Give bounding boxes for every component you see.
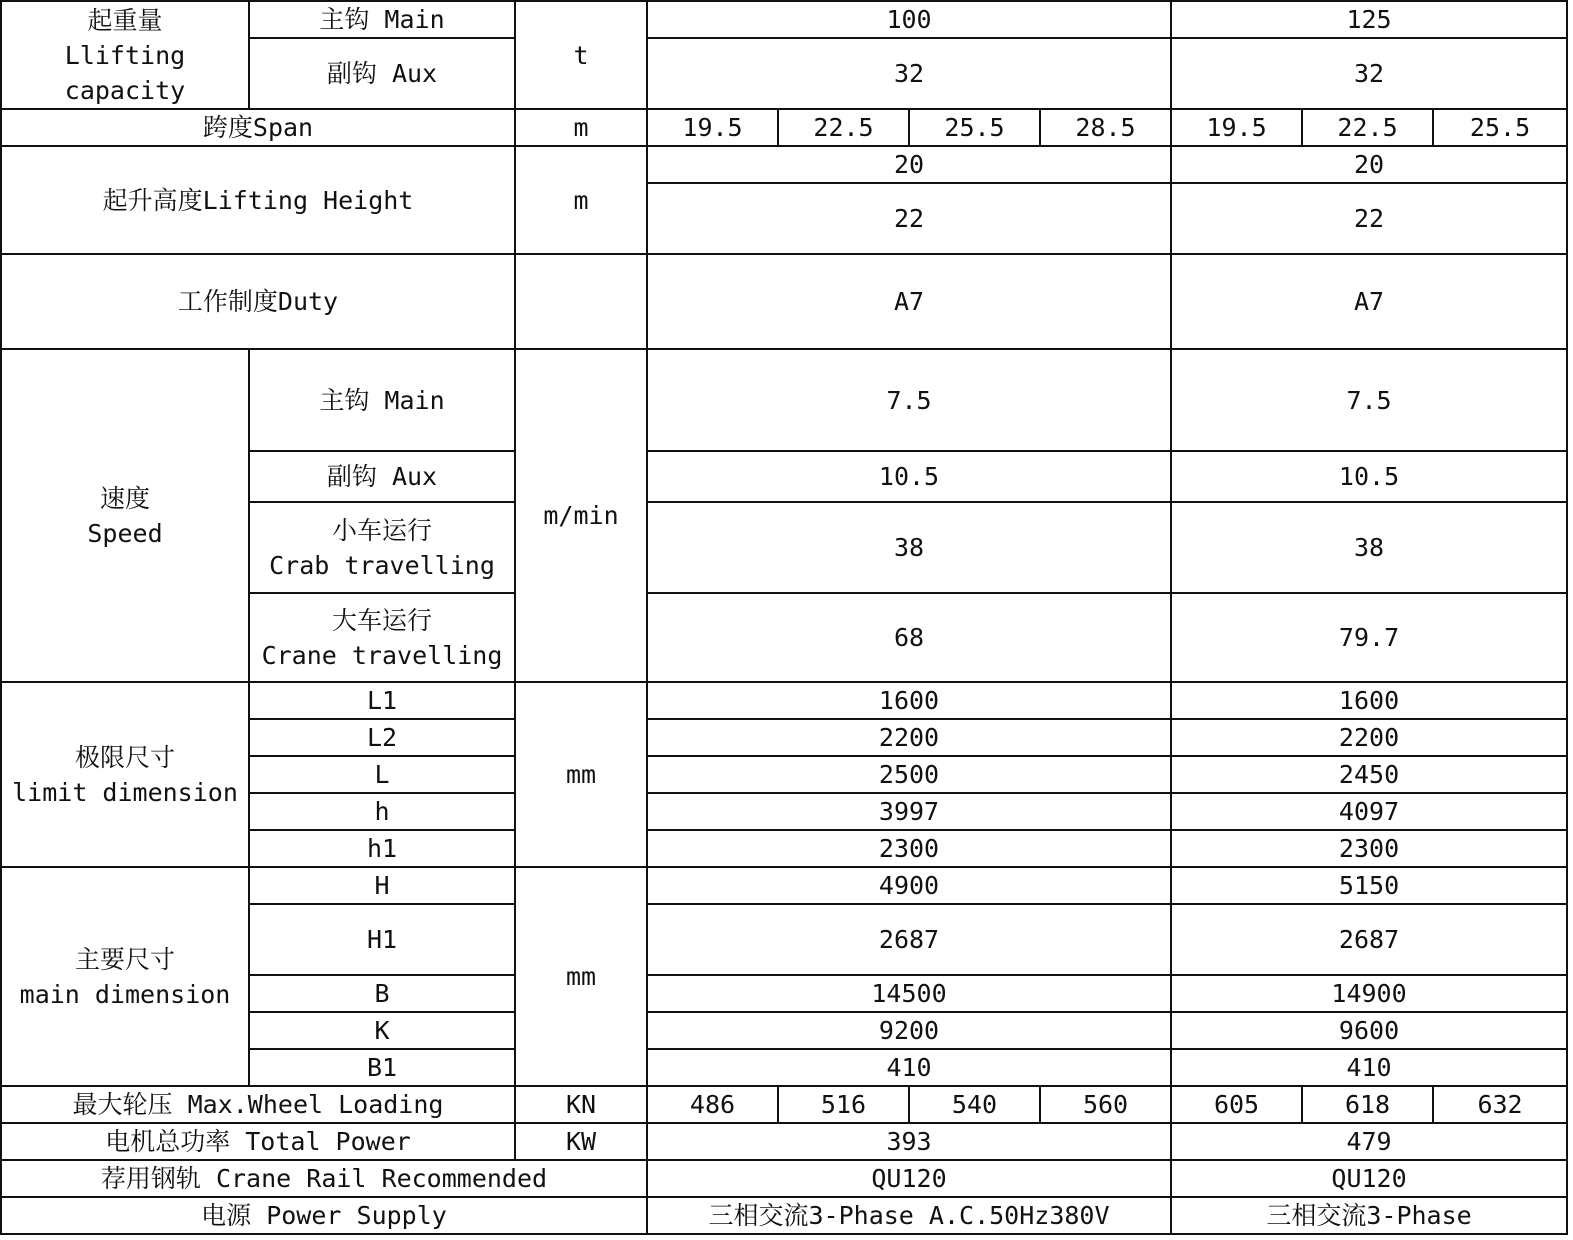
- total-power-100: 393: [647, 1123, 1171, 1160]
- wheel-loading-value: 516: [778, 1086, 909, 1123]
- limit-row-value: 2300: [1171, 830, 1567, 867]
- wheel-loading-value: 560: [1040, 1086, 1171, 1123]
- total-power-label: 电机总功率 Total Power: [1, 1123, 515, 1160]
- limit-row-label: h: [249, 793, 515, 830]
- span-label: 跨度Span: [1, 109, 515, 146]
- total-power-unit: KW: [515, 1123, 647, 1160]
- wheel-loading-unit: KN: [515, 1086, 647, 1123]
- lifting-capacity-main-125: 125: [1171, 1, 1567, 38]
- limit-row-value: 3997: [647, 793, 1171, 830]
- lifting-capacity-aux-label: 副钩 Aux: [249, 38, 515, 109]
- speed-aux-125: 10.5: [1171, 451, 1567, 502]
- speed-aux-100: 10.5: [647, 451, 1171, 502]
- speed-crab-125: 38: [1171, 502, 1567, 593]
- speed-crane-100: 68: [647, 593, 1171, 682]
- main-row-value: 2687: [647, 904, 1171, 975]
- speed-crane-zh: 大车运行: [331, 605, 432, 635]
- limit-row-value: 4097: [1171, 793, 1567, 830]
- span-unit: m: [515, 109, 647, 146]
- limit-row-value: 2300: [647, 830, 1171, 867]
- crane-rail-100: QU120: [647, 1160, 1171, 1197]
- lifting-capacity-zh: 起重量: [87, 5, 163, 35]
- main-row-value: 5150: [1171, 867, 1567, 904]
- duty-125: A7: [1171, 254, 1567, 349]
- duty-unit: [515, 254, 647, 349]
- speed-crab-en: Crab travelling: [269, 550, 495, 580]
- limit-row-label: h1: [249, 830, 515, 867]
- main-row-label: B1: [249, 1049, 515, 1086]
- speed-aux-label: 副钩 Aux: [249, 451, 515, 502]
- lifting-height-aux-125: 22: [1171, 183, 1567, 254]
- speed-zh: 速度: [99, 483, 150, 513]
- limit-row-value: 2500: [647, 756, 1171, 793]
- speed-crab-100: 38: [647, 502, 1171, 593]
- limit-dimension-unit: mm: [515, 682, 647, 867]
- limit-dimension-zh: 极限尺寸: [74, 742, 175, 772]
- main-dimension-zh: 主要尺寸: [74, 944, 175, 974]
- main-row-label: H: [249, 867, 515, 904]
- power-supply-125: 三相交流3-Phase: [1171, 1197, 1567, 1234]
- power-supply-label: 电源 Power Supply: [1, 1197, 647, 1234]
- speed-en: Speed: [87, 518, 163, 548]
- main-row-value: 2687: [1171, 904, 1567, 975]
- limit-row-label: L: [249, 756, 515, 793]
- limit-row-value: 1600: [1171, 682, 1567, 719]
- speed-crab-label: [249, 502, 515, 593]
- limit-row-label: L2: [249, 719, 515, 756]
- main-row-label: H1: [249, 904, 515, 975]
- wheel-loading-value: 632: [1433, 1086, 1567, 1123]
- main-row-value: 14900: [1171, 975, 1567, 1012]
- span-value: 19.5: [647, 109, 778, 146]
- lifting-capacity-label: [1, 1, 249, 109]
- speed-main-label: 主钩 Main: [249, 349, 515, 451]
- crane-rail-125: QU120: [1171, 1160, 1567, 1197]
- speed-unit: m/min: [515, 349, 647, 682]
- limit-row-value: 2450: [1171, 756, 1567, 793]
- main-dimension-label: [1, 867, 249, 1086]
- lifting-capacity-en: Llifting capacity: [64, 40, 186, 105]
- lifting-height-unit: m: [515, 146, 647, 254]
- lifting-capacity-aux-100: 32: [647, 38, 1171, 109]
- main-row-value: 410: [1171, 1049, 1567, 1086]
- speed-label: [1, 349, 249, 682]
- main-row-value: 4900: [647, 867, 1171, 904]
- total-power-125: 479: [1171, 1123, 1567, 1160]
- duty-100: A7: [647, 254, 1171, 349]
- speed-main-125: 7.5: [1171, 349, 1567, 451]
- crane-rail-label: 荐用钢轨 Crane Rail Recommended: [1, 1160, 647, 1197]
- limit-row-label: L1: [249, 682, 515, 719]
- limit-row-value: 2200: [647, 719, 1171, 756]
- duty-label: 工作制度Duty: [1, 254, 515, 349]
- main-dimension-en: main dimension: [19, 979, 231, 1009]
- speed-crab-zh: 小车运行: [331, 515, 432, 545]
- main-row-value: 14500: [647, 975, 1171, 1012]
- speed-crane-en: Crane travelling: [261, 640, 503, 670]
- wheel-loading-value: 540: [909, 1086, 1040, 1123]
- power-supply-100: 三相交流3-Phase A.C.50Hz380V: [647, 1197, 1171, 1234]
- lifting-capacity-aux-125: 32: [1171, 38, 1567, 109]
- limit-dimension-label: [1, 682, 249, 867]
- lifting-capacity-main-label: 主钩 Main: [249, 1, 515, 38]
- span-value: 22.5: [1302, 109, 1433, 146]
- lifting-height-main-125: 20: [1171, 146, 1567, 183]
- lifting-height-main-100: 20: [647, 146, 1171, 183]
- wheel-loading-label: 最大轮压 Max.Wheel Loading: [1, 1086, 515, 1123]
- span-value: 25.5: [1433, 109, 1567, 146]
- lifting-height-aux-100: 22: [647, 183, 1171, 254]
- speed-crane-125: 79.7: [1171, 593, 1567, 682]
- main-row-value: 9200: [647, 1012, 1171, 1049]
- main-dimension-unit: mm: [515, 867, 647, 1086]
- limit-row-value: 1600: [647, 682, 1171, 719]
- main-row-label: B: [249, 975, 515, 1012]
- main-row-value: 410: [647, 1049, 1171, 1086]
- span-value: 22.5: [778, 109, 909, 146]
- span-value: 28.5: [1040, 109, 1171, 146]
- main-row-label: K: [249, 1012, 515, 1049]
- lifting-capacity-main-100: 100: [647, 1, 1171, 38]
- speed-main-100: 7.5: [647, 349, 1171, 451]
- lifting-height-label: 起升高度Lifting Height: [1, 146, 515, 254]
- span-value: 25.5: [909, 109, 1040, 146]
- main-row-value: 9600: [1171, 1012, 1567, 1049]
- lifting-capacity-unit: t: [515, 1, 647, 109]
- limit-dimension-en: limit dimension: [12, 777, 238, 807]
- span-value: 19.5: [1171, 109, 1302, 146]
- wheel-loading-value: 486: [647, 1086, 778, 1123]
- speed-crane-label: [249, 593, 515, 682]
- wheel-loading-value: 618: [1302, 1086, 1433, 1123]
- limit-row-value: 2200: [1171, 719, 1567, 756]
- wheel-loading-value: 605: [1171, 1086, 1302, 1123]
